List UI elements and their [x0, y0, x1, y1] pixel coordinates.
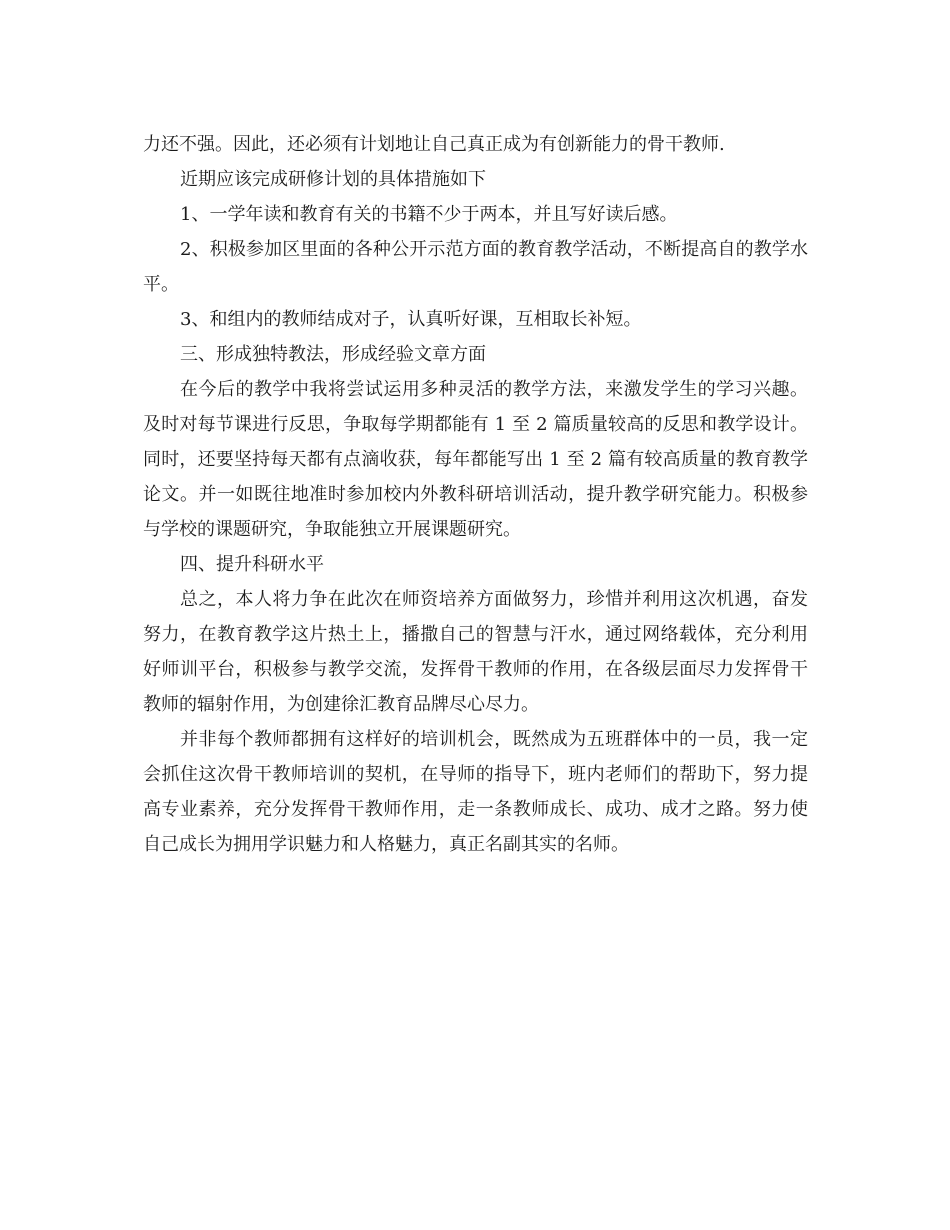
section-heading-4: 四、提升科研水平	[180, 554, 324, 575]
paragraph-measure-2: 2、积极参加区里面的各种公开示范方面的教育教学活动，不断提高自的教学水平。	[143, 239, 808, 295]
paragraph-measures-intro: 近期应该完成研修计划的具体措施如下	[180, 169, 486, 190]
paragraph-summary: 总之，本人将力争在此次在师资培养方面做努力，珍惜并利用这次机遇，奋发努力，在教育教学这片热土上，播撒自己的智慧与汗水，通过网络载体，充分利用好师训平台，积极参与教学交流，发挥骨干教师的作用，在各级层面尽力发挥骨干教师的辐射作用，为创建徐汇教育品牌尽心尽力。	[143, 589, 808, 715]
paragraph-measure-3: 3、和组内的教师结成对子，认真听好课，互相取长补短。	[180, 309, 642, 330]
document-body	[143, 127, 808, 862]
section-heading-3: 三、形成独特教法，形成经验文章方面	[180, 344, 486, 365]
paragraph-teaching-methods: 在今后的教学中我将尝试运用多种灵活的教学方法，来激发学生的学习兴趣。及时对每节课进行反思，争取每学期都能有 1 至 2 篇质量较高的反思和教学设计。同时，还要坚持每天都有点滴收获，每年都能写出 1 至 2 篇有较高质量的教育教学论文。并一如既往地准时参加校内外教科研培训活动，提升教学研究能力。积极参与学校的课题研究，争取能独立开展课题研究。	[143, 379, 808, 540]
paragraph-measure-1: 1、一学年读和教育有关的书籍不少于两本，并且写好读后感。	[180, 204, 678, 225]
paragraph-continuation: 力还不强。因此，还必须有计划地让自己真正成为有创新能力的骨干教师.	[143, 134, 725, 155]
paragraph-conclusion: 并非每个教师都拥有这样好的培训机会，既然成为五班群体中的一员，我一定会抓住这次骨干教师培训的契机，在导师的指导下，班内老师们的帮助下，努力提高专业素养，充分发挥骨干教师作用，走一条教师成长、成功、成才之路。努力使自己成长为拥用学识魅力和人格魅力，真正名副其实的名师。	[143, 729, 808, 855]
